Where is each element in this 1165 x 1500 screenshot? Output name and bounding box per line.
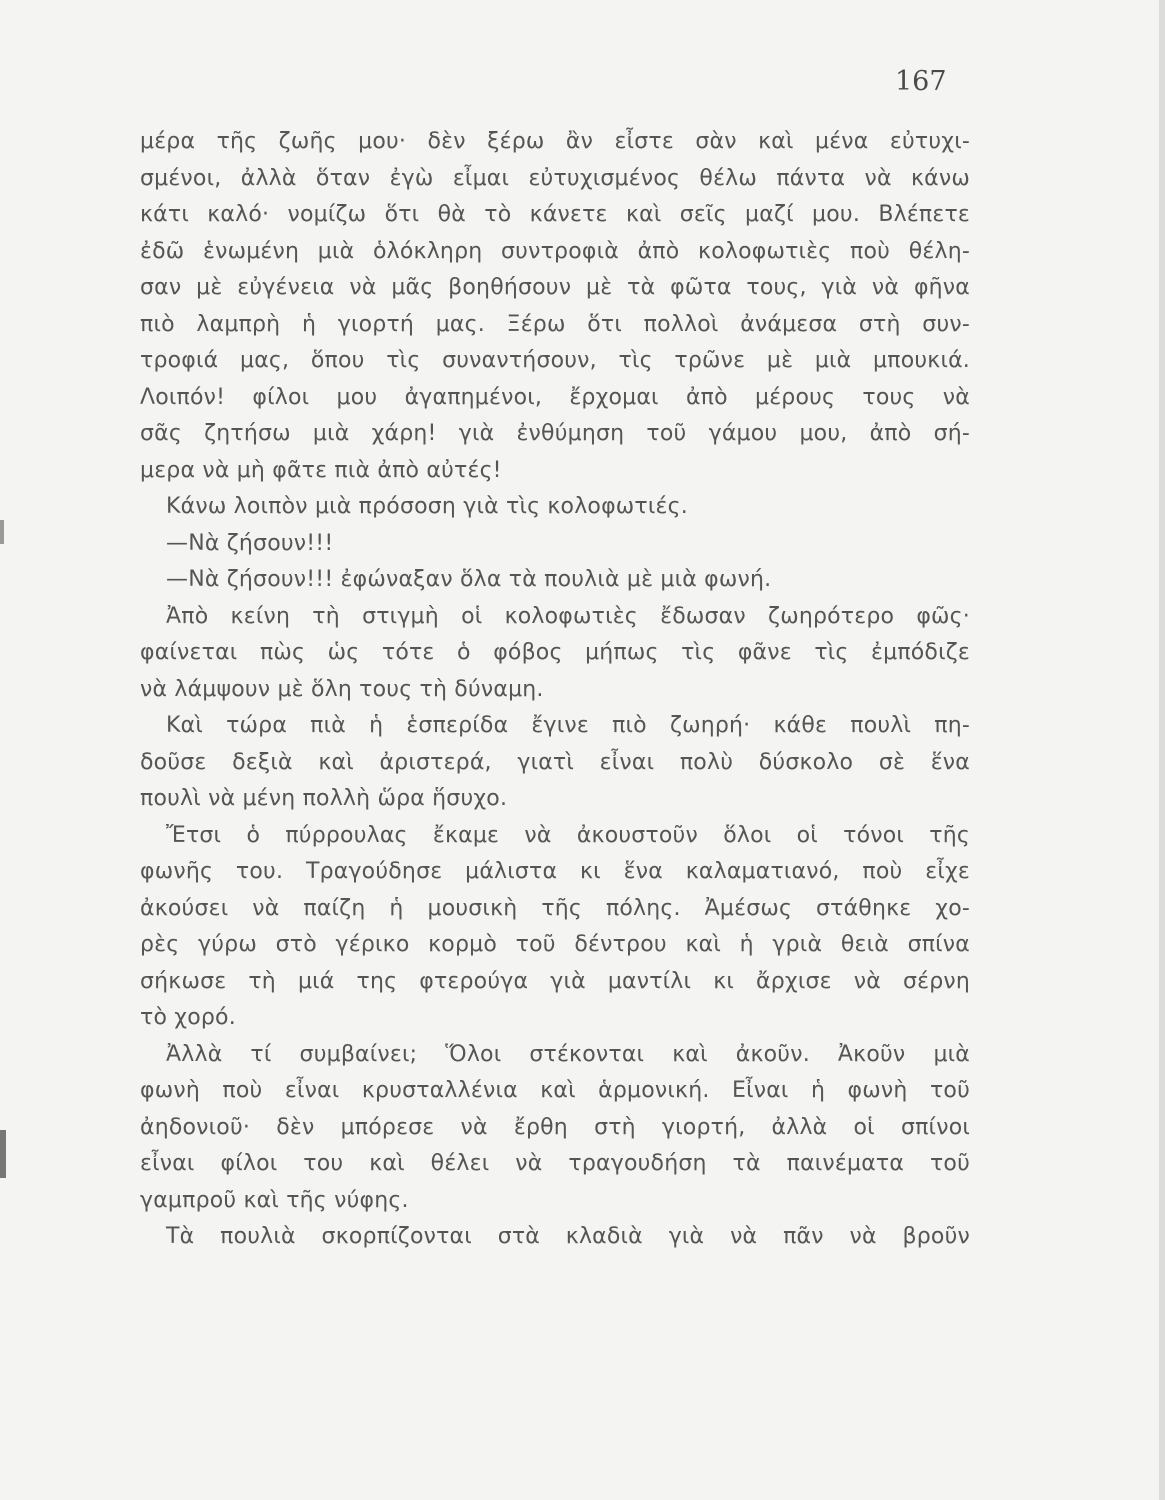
text-line: ἐδῶ ἑνωμένη μιὰ ὁλόκληρη συντροφιὰ ἀπὸ κολοφωτιὲς ποὺ θέλη- [140, 238, 970, 264]
text-line: μερα νὰ μὴ φᾶτε πιὰ ἀπὸ αὐτές! [140, 457, 502, 483]
binding-mark [0, 520, 4, 544]
text-line: φωνὴ ποὺ εἶναι κρυσταλλένια καὶ ἁρμονική. Εἶναι ἡ φωνὴ τοῦ [140, 1078, 970, 1103]
text-line: γαμπροῦ καὶ τῆς νύφης. [140, 1187, 409, 1213]
text-line: Ἀπὸ κείνη τὴ στιγμὴ οἱ κολοφωτιὲς ἔδωσαν ζωηρότερο φῶς· [166, 603, 970, 629]
text-line: Καὶ τώρα πιὰ ἡ ἑσπερίδα ἔγινε πιὸ ζωηρή· κάθε πουλὶ πη- [166, 713, 970, 738]
text-line: σήκωσε τὴ μιά της φτερούγα γιὰ μαντίλι κι ἄρχισε νὰ σέρνη [140, 968, 970, 994]
text-line: πιὸ λαμπρὴ ἡ γιορτή μας. Ξέρω ὅτι πολλοὶ ἀνάμεσα στὴ συν- [140, 311, 970, 337]
binding-mark [0, 1130, 6, 1178]
text-line: σᾶς ζητήσω μιὰ χάρη! γιὰ ἐνθύμηση τοῦ γάμου μου, ἀπὸ σή- [140, 421, 970, 446]
text-line: Ἔτσι ὁ πύρρουλας ἔκαμε νὰ ἀκουστοῦν ὅλοι οἱ τόνοι τῆς [166, 822, 970, 848]
text-line: φωνῆς του. Τραγούδησε μάλιστα κι ἕνα καλαματιανό, ποὺ εἶχε [140, 859, 970, 884]
text-line: τροφιά μας, ὅπου τὶς συναντήσουν, τὶς τρῶνε μὲ μιὰ μπουκιά. [140, 348, 970, 373]
text-line: —Νὰ ζήσουν!!! ἐφώναξαν ὅλα τὰ πουλιὰ μὲ μιὰ φωνή. [166, 567, 772, 592]
text-line: δοῦσε δεξιὰ καὶ ἀριστερά, γιατὶ εἶναι πολὺ δύσκολο σὲ ἕνα [140, 749, 970, 775]
text-line: μέρα τῆς ζωῆς μου· δὲν ξέρω ἂν εἶστε σὰν καὶ μένα εὐτυχι- [140, 129, 970, 154]
text-line: ἀκούσει νὰ παίζη ἡ μουσικὴ τῆς πόλης. Ἀμέσως στάθηκε χο- [140, 895, 970, 921]
text-line: κάτι καλό· νομίζω ὅτι θὰ τὸ κάνετε καὶ σεῖς μαζί μου. Βλέπετε [140, 202, 970, 227]
text-line: Λοιπόν! φίλοι μου ἀγαπημένοι, ἔρχομαι ἀπὸ μέρους τους νὰ [140, 384, 970, 410]
text-line: νὰ λάμψουν μὲ ὅλη τους τὴ δύναμη. [140, 676, 544, 702]
text-line: σαν μὲ εὐγένεια νὰ μᾶς βοηθήσουν μὲ τὰ φῶτα τους, γιὰ νὰ φῆνα [140, 275, 970, 300]
text-line: σμένοι, ἀλλὰ ὅταν ἐγὼ εἶμαι εὐτυχισμένος θέλω πάντα νὰ κάνω [140, 165, 970, 191]
text-line: πουλὶ νὰ μένη πολλὴ ὥρα ἥσυχο. [140, 786, 508, 811]
page-number: 167 [895, 66, 947, 97]
text-line: Τὰ πουλιὰ σκορπίζονται στὰ κλαδιὰ γιὰ νὰ πᾶν νὰ βροῦν [166, 1224, 970, 1249]
text-line: —Νὰ ζήσουν!!! [166, 530, 334, 556]
text-line: ρὲς γύρω στὸ γέρικο κορμὸ τοῦ δέντρου καὶ ἡ γριὰ θειὰ σπίνα [140, 932, 970, 957]
text-line: εἶναι φίλοι του καὶ θέλει νὰ τραγουδήση τὰ παινέματα τοῦ [140, 1151, 970, 1176]
body-text [140, 124, 970, 1256]
text-line: τὸ χορό. [140, 1005, 236, 1030]
text-line: Ἀλλὰ τί συμβαίνει; Ὅλοι στέκονται καὶ ἀκοῦν. Ἀκοῦν μιὰ [166, 1041, 970, 1067]
text-line: φαίνεται πὼς ὡς τότε ὁ φόβος μήπως τὶς φᾶνε τὶς ἐμπόδιζε [140, 640, 970, 665]
text-line: Κάνω λοιπὸν μιὰ πρόσοση γιὰ τὶς κολοφωτιές. [166, 494, 688, 519]
text-line: ἀηδονιοῦ· δὲν μπόρεσε νὰ ἔρθη στὴ γιορτή, ἀλλὰ οἱ σπίνοι [140, 1114, 970, 1140]
